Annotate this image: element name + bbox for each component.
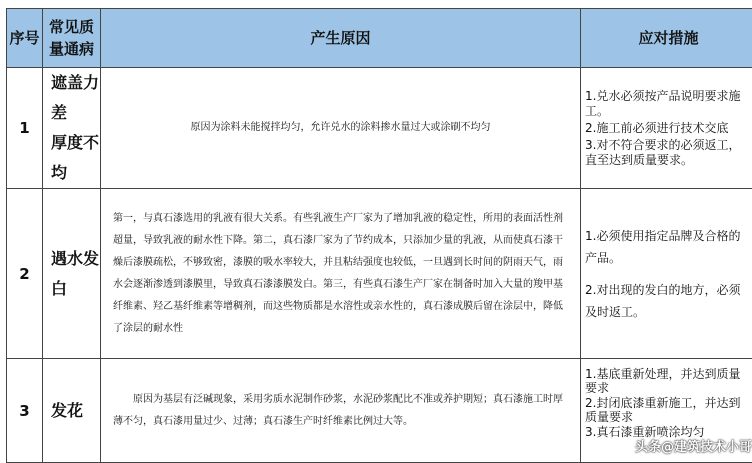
row-no: 2 xyxy=(7,189,43,359)
measure-item: 3.真石漆重新喷涂均匀 xyxy=(585,425,752,439)
issue-line: 厚度不均 xyxy=(51,128,100,188)
row-cause: 原因为基层有泛碱现象，采用劣质水泥制作砂浆，水泥砂浆配比不准或养护期短；真石漆施工时厚薄不匀，真石漆用量过少、过薄；真石漆生产时纤维素比例过大等。 xyxy=(101,359,581,463)
measure-item: 1.基底重新处理，并达到质量要求 xyxy=(585,367,752,395)
header-measures: 应对措施 xyxy=(581,9,752,68)
row-issue xyxy=(43,189,101,359)
table-row xyxy=(7,359,752,463)
measure-item: 2.对出现的发白的地方，必须及时返工。 xyxy=(585,279,752,323)
header-cause: 产生原因 xyxy=(101,9,581,68)
measure-item: 1.兑水必须按产品说明要求施工。 xyxy=(585,89,752,119)
header-issue-text: 常见质量通病 xyxy=(49,16,94,60)
measure-item: 2.施工前必须进行技术交底 xyxy=(585,121,752,136)
row-measures xyxy=(581,68,752,189)
watermark: 头条@建筑技术小哥 xyxy=(585,440,752,455)
measure-item: 2.封闭底漆重新施工，并达到质量要求 xyxy=(585,396,752,424)
row-cause: 原因为涂料未能搅拌均匀，允许兑水的涂料掺水量过大或涂刷不均匀 xyxy=(101,68,581,189)
header-row xyxy=(7,9,752,68)
issue-line: 遮盖力差 xyxy=(51,68,100,128)
table-row xyxy=(7,189,752,359)
measure-item: 3.对不符合要求的必须返工，直至达到质量要求。 xyxy=(585,138,752,168)
issue-line: 发花 xyxy=(51,396,100,426)
row-issue xyxy=(43,359,101,463)
measure-item: 1.必须使用指定品牌及合格的产品。 xyxy=(585,225,752,269)
row-measures xyxy=(581,359,752,463)
row-measures xyxy=(581,189,752,359)
row-issue xyxy=(43,68,101,189)
row-no: 3 xyxy=(7,359,43,463)
header-issue xyxy=(43,9,101,68)
header-no: 序号 xyxy=(7,9,43,68)
quality-issues-table xyxy=(6,8,752,463)
issue-line: 遇水发白 xyxy=(51,244,100,304)
row-no: 1 xyxy=(7,68,43,189)
row-cause: 第一，与真石漆选用的乳液有很大关系。有些乳液生产厂家为了增加乳液的稳定性，所用的表面活性剂超量，导致乳液的耐水性下降。第二，真石漆厂家为了节约成本，只添加少量的乳液，从而使真石漆干燥后漆膜疏松，不够致密，漆膜的吸水率较大，并且粘结强度也较低，一旦遇到长时间的阴雨天气，雨水会逐渐渗透到漆膜里，导致真石漆漆膜发白。第三，有些真石漆生产厂家在制备时加入大量的羧甲基纤维素、羟乙基纤维素等增稠剂，而这些物质都是水溶性或亲水性的，真石漆成膜后留在涂层中，降低了涂层的耐水性 xyxy=(101,189,581,359)
table-row xyxy=(7,68,752,189)
